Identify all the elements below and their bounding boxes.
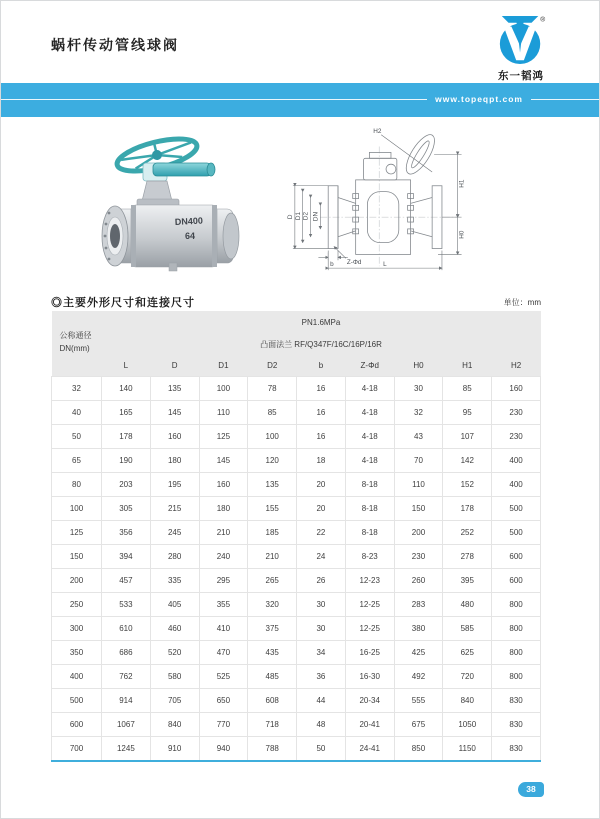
dim-value: 85 — [248, 400, 297, 424]
dn-value: 32 — [52, 376, 102, 400]
registered-mark: ® — [540, 16, 546, 24]
table-row — [52, 688, 541, 712]
table-row — [52, 400, 541, 424]
dim-value: 400 — [492, 448, 541, 472]
table-underline — [51, 760, 541, 762]
dim-value: 840 — [443, 688, 492, 712]
table-row — [52, 472, 541, 496]
dim-value: 800 — [492, 664, 541, 688]
dn-value: 50 — [52, 424, 102, 448]
dn-value: 700 — [52, 736, 102, 760]
flange-header-row — [52, 333, 541, 356]
dim-value: 203 — [102, 472, 151, 496]
dim-value: 50 — [297, 736, 346, 760]
dim-value: 1050 — [443, 712, 492, 736]
dim-value: 34 — [297, 640, 346, 664]
dim-value: 265 — [248, 568, 297, 592]
dim-value: 44 — [297, 688, 346, 712]
dim-value: 107 — [443, 424, 492, 448]
dim-value: 410 — [199, 616, 248, 640]
dim-value: 215 — [150, 496, 199, 520]
dim-value: 12-25 — [345, 616, 394, 640]
flange-header: 凸面法兰 RF/Q347F/16C/16P/16R — [102, 333, 541, 356]
dim-value: 610 — [102, 616, 151, 640]
dim-value: 16 — [297, 376, 346, 400]
website-text: www.topeqpt.com — [427, 94, 531, 105]
pressure-header: PN1.6MPa — [102, 311, 541, 333]
dim-value: 762 — [102, 664, 151, 688]
dn-value: 350 — [52, 640, 102, 664]
dim-value: 380 — [394, 616, 443, 640]
table-row — [52, 448, 541, 472]
product-photo — [53, 125, 269, 277]
table-row — [52, 592, 541, 616]
dim-value: 32 — [394, 400, 443, 424]
column-header: D1 — [199, 356, 248, 376]
dim-value: 470 — [199, 640, 248, 664]
dim-value: 30 — [297, 592, 346, 616]
banner — [1, 83, 600, 117]
dim-value: 283 — [394, 592, 443, 616]
dim-value: 650 — [199, 688, 248, 712]
dim-value: 145 — [199, 448, 248, 472]
section-title: ◎主要外形尺寸和连接尺寸 — [51, 297, 195, 309]
dim-value: 395 — [443, 568, 492, 592]
dim-label-d1: D1 — [294, 211, 302, 221]
dim-value: 100 — [248, 424, 297, 448]
column-header-row — [52, 356, 541, 376]
dim-value: 16 — [297, 424, 346, 448]
dn-value: 400 — [52, 664, 102, 688]
dim-value: 460 — [150, 616, 199, 640]
dim-value: 20-34 — [345, 688, 394, 712]
dim-value: 770 — [199, 712, 248, 736]
dim-value: 160 — [199, 472, 248, 496]
dim-value: 800 — [492, 640, 541, 664]
dim-value: 718 — [248, 712, 297, 736]
dim-value: 394 — [102, 544, 151, 568]
column-header: H2 — [492, 356, 541, 376]
column-header: H0 — [394, 356, 443, 376]
dim-value: 252 — [443, 520, 492, 544]
table-row — [52, 496, 541, 520]
table-row — [52, 736, 541, 760]
section-marker-icon: ◎ — [51, 297, 63, 309]
dim-value: 320 — [248, 592, 297, 616]
dim-value: 135 — [248, 472, 297, 496]
dim-value: 24-41 — [345, 736, 394, 760]
dim-value: 485 — [248, 664, 297, 688]
dim-value: 36 — [297, 664, 346, 688]
dim-value: 185 — [248, 520, 297, 544]
dim-label-dn: DN — [312, 211, 320, 222]
dim-value: 457 — [102, 568, 151, 592]
dim-value: 30 — [297, 616, 346, 640]
dim-value: 335 — [150, 568, 199, 592]
dim-value: 16 — [297, 400, 346, 424]
dim-value: 8-18 — [345, 472, 394, 496]
dim-value: 20 — [297, 496, 346, 520]
dim-value: 910 — [150, 736, 199, 760]
dim-value: 8-18 — [345, 520, 394, 544]
table-row — [52, 712, 541, 736]
dim-value: 12-25 — [345, 592, 394, 616]
dim-value: 152 — [443, 472, 492, 496]
dim-label-h2: H2 — [373, 127, 382, 135]
dim-value: 830 — [492, 712, 541, 736]
dim-value: 533 — [102, 592, 151, 616]
dim-label-l: L — [383, 261, 387, 269]
dim-value: 150 — [394, 496, 443, 520]
dim-value: 800 — [492, 592, 541, 616]
dim-value: 356 — [102, 520, 151, 544]
dim-value: 555 — [394, 688, 443, 712]
dim-value: 43 — [394, 424, 443, 448]
dim-value: 425 — [394, 640, 443, 664]
dim-value: 800 — [492, 616, 541, 640]
dim-value: 230 — [394, 544, 443, 568]
table-body — [52, 376, 541, 760]
table-row — [52, 640, 541, 664]
dim-value: 160 — [150, 424, 199, 448]
table-row — [52, 544, 541, 568]
dn-value: 500 — [52, 688, 102, 712]
dn-value: 200 — [52, 568, 102, 592]
dim-value: 16-30 — [345, 664, 394, 688]
dim-value: 180 — [150, 448, 199, 472]
dim-value: 720 — [443, 664, 492, 688]
dim-value: 840 — [150, 712, 199, 736]
dim-value: 914 — [102, 688, 151, 712]
dim-value: 520 — [150, 640, 199, 664]
dim-value: 30 — [394, 376, 443, 400]
dim-value: 4-18 — [345, 376, 394, 400]
dim-value: 155 — [248, 496, 297, 520]
dim-value: 850 — [394, 736, 443, 760]
dim-value: 240 — [199, 544, 248, 568]
dim-label-h0: H0 — [458, 230, 466, 239]
dim-value: 675 — [394, 712, 443, 736]
tv-logo-icon — [496, 14, 546, 66]
dimensions-table — [51, 311, 541, 761]
dim-value: 20 — [297, 472, 346, 496]
dim-value: 375 — [248, 616, 297, 640]
dim-value: 608 — [248, 688, 297, 712]
dn-value: 300 — [52, 616, 102, 640]
brand-name: 东一韬鸿 — [498, 70, 544, 82]
dim-value: 8-18 — [345, 496, 394, 520]
column-header: L — [102, 356, 151, 376]
dim-value: 135 — [150, 376, 199, 400]
dim-value: 1245 — [102, 736, 151, 760]
dim-value: 435 — [248, 640, 297, 664]
dn-value: 125 — [52, 520, 102, 544]
dim-value: 245 — [150, 520, 199, 544]
dim-value: 1067 — [102, 712, 151, 736]
dim-value: 48 — [297, 712, 346, 736]
column-header: D2 — [248, 356, 297, 376]
dim-value: 85 — [443, 376, 492, 400]
table-row — [52, 520, 541, 544]
dim-value: 355 — [199, 592, 248, 616]
column-header: Z-Φd — [345, 356, 394, 376]
dim-value: 26 — [297, 568, 346, 592]
dim-value: 580 — [150, 664, 199, 688]
table-row — [52, 616, 541, 640]
dim-value: 210 — [199, 520, 248, 544]
dim-value: 142 — [443, 448, 492, 472]
dn-column-header: 公称通径 DN(mm) — [52, 311, 102, 376]
dim-value: 600 — [492, 544, 541, 568]
dim-value: 405 — [150, 592, 199, 616]
dim-value: 230 — [492, 424, 541, 448]
table-row — [52, 664, 541, 688]
dim-value: 8-23 — [345, 544, 394, 568]
column-header: D — [150, 356, 199, 376]
dim-value: 278 — [443, 544, 492, 568]
dim-value: 12-23 — [345, 568, 394, 592]
column-header: b — [297, 356, 346, 376]
dim-value: 500 — [492, 496, 541, 520]
dim-value: 18 — [297, 448, 346, 472]
table-row — [52, 376, 541, 400]
dn-value: 65 — [52, 448, 102, 472]
dim-value: 120 — [248, 448, 297, 472]
dim-value: 210 — [248, 544, 297, 568]
table-row — [52, 424, 541, 448]
dim-value: 230 — [492, 400, 541, 424]
page-number-badge: 38 — [518, 782, 544, 797]
unit-label: 单位：mm — [503, 298, 541, 307]
dim-value: 95 — [443, 400, 492, 424]
dim-value: 190 — [102, 448, 151, 472]
dim-value: 165 — [102, 400, 151, 424]
dim-label-d: D — [286, 214, 294, 220]
dim-value: 830 — [492, 688, 541, 712]
dim-value: 600 — [492, 568, 541, 592]
dim-value: 178 — [102, 424, 151, 448]
dim-value: 195 — [150, 472, 199, 496]
dn-value: 250 — [52, 592, 102, 616]
column-header: H1 — [443, 356, 492, 376]
dim-value: 788 — [248, 736, 297, 760]
body-label-dn: DN400 — [174, 215, 204, 227]
dim-value: 24 — [297, 544, 346, 568]
dim-value: 295 — [199, 568, 248, 592]
dim-value: 525 — [199, 664, 248, 688]
dim-value: 625 — [443, 640, 492, 664]
dim-value: 22 — [297, 520, 346, 544]
dim-value: 280 — [150, 544, 199, 568]
dim-label-zphid: Z-Φd — [346, 259, 362, 267]
dim-value: 140 — [102, 376, 151, 400]
dim-value: 100 — [199, 376, 248, 400]
dn-value: 40 — [52, 400, 102, 424]
dim-value: 686 — [102, 640, 151, 664]
dim-value: 70 — [394, 448, 443, 472]
dim-value: 145 — [150, 400, 199, 424]
dn-value: 100 — [52, 496, 102, 520]
dim-value: 200 — [394, 520, 443, 544]
dim-value: 78 — [248, 376, 297, 400]
dn-value: 80 — [52, 472, 102, 496]
dim-value: 585 — [443, 616, 492, 640]
dn-value: 600 — [52, 712, 102, 736]
dim-value: 4-18 — [345, 448, 394, 472]
dim-value: 705 — [150, 688, 199, 712]
pressure-header-row — [52, 311, 541, 333]
dn-value: 150 — [52, 544, 102, 568]
dim-value: 305 — [102, 496, 151, 520]
dim-value: 400 — [492, 472, 541, 496]
dim-value: 178 — [443, 496, 492, 520]
body-label-class: 64 — [185, 231, 196, 241]
dimension-drawing — [283, 123, 495, 275]
brand-logo-block — [493, 14, 549, 83]
dim-value: 1150 — [443, 736, 492, 760]
dim-value: 260 — [394, 568, 443, 592]
dim-value: 125 — [199, 424, 248, 448]
dim-value: 20-41 — [345, 712, 394, 736]
dim-value: 4-18 — [345, 400, 394, 424]
section-header — [51, 294, 541, 310]
dim-value: 480 — [443, 592, 492, 616]
dim-value: 940 — [199, 736, 248, 760]
dim-value: 110 — [394, 472, 443, 496]
dim-label-h1: H1 — [458, 179, 466, 188]
dim-label-b: b — [330, 261, 334, 269]
dim-value: 500 — [492, 520, 541, 544]
dim-value: 180 — [199, 496, 248, 520]
dim-value: 492 — [394, 664, 443, 688]
dim-label-d2: D2 — [302, 211, 310, 221]
dim-value: 16-25 — [345, 640, 394, 664]
dim-value: 830 — [492, 736, 541, 760]
dim-value: 110 — [199, 400, 248, 424]
table-row — [52, 568, 541, 592]
page-title: 蜗杆传动管线球阀 — [51, 37, 179, 53]
dim-value: 4-18 — [345, 424, 394, 448]
dim-value: 160 — [492, 376, 541, 400]
